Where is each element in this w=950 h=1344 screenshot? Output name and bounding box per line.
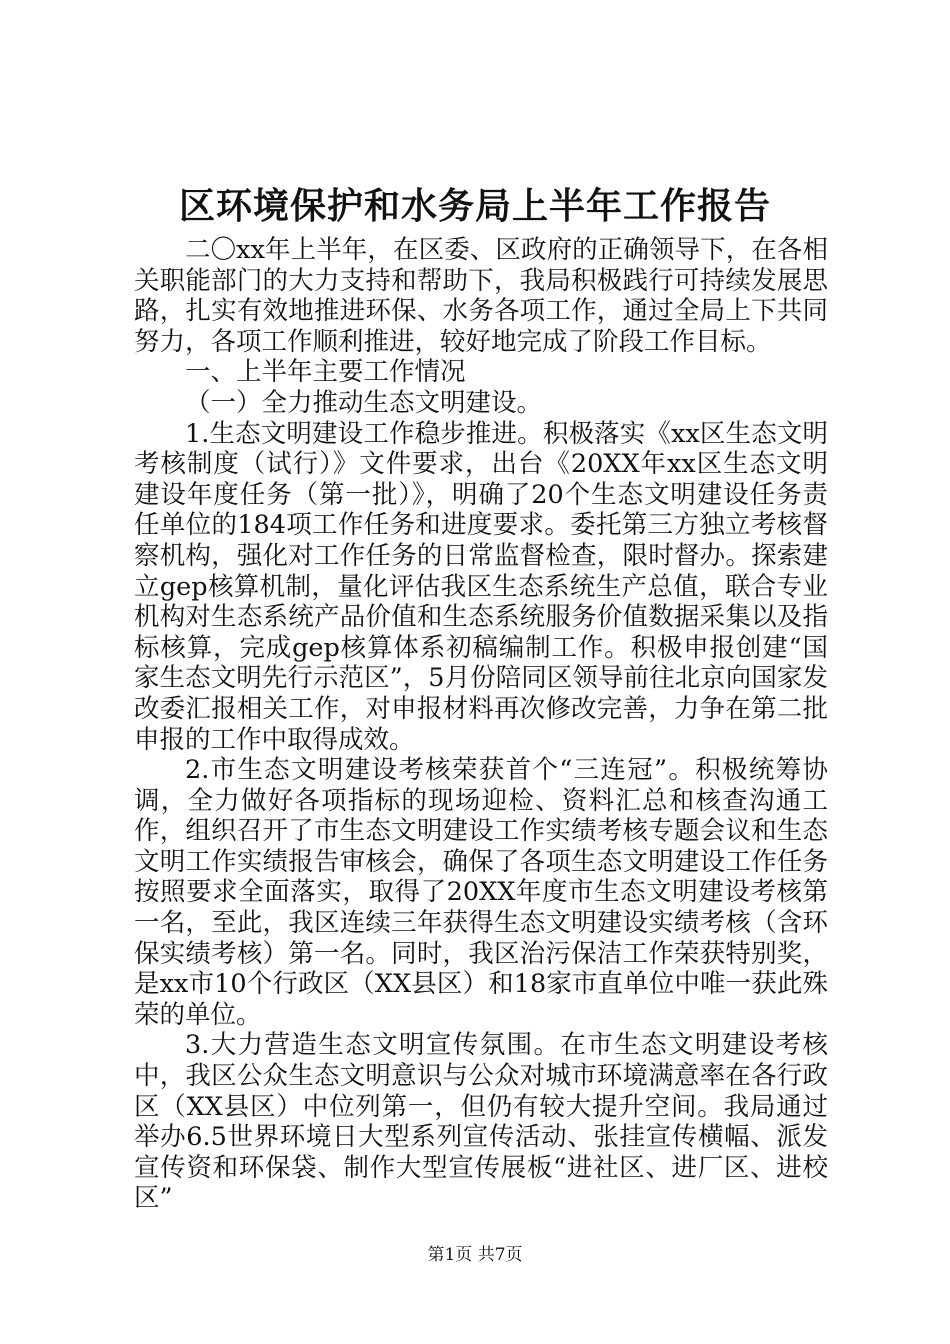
document-title: 区环境保护和水务局上半年工作报告	[178, 185, 771, 227]
paragraph-item-1: 1.生态文明建设工作稳步推进。积极落实《xx区生态文明考核制度（试行）》文件要求，出台《20XX年xx区生态文明建设年度任务（第一批）》，明确了20个生态文明建设任务责任单位的184项工作任务和进度要求。委托第三方独立考核督察机构，强化对工作任务的日常监督检查，限时督办。探索建立gep核算机制，量化评估我区生态系统生产总值，联合专业机构对生态系统产品价值和生态系统服务价值数据采集以及指标核算，完成gep核算体系初稿编制工作。积极申报创建“国家生态文明先行示范区”，5月份陪同区领导前往北京向国家发改委汇报相关工作，对申报材料再次修改完善，力争在第二批申报的工作中取得成效。	[134, 418, 828, 755]
subsection-heading: （一）全力推动生态文明建设。	[185, 387, 543, 418]
document-body	[134, 235, 828, 1214]
page-number: 第1页 共7页	[427, 1245, 523, 1265]
paragraph-intro: 二〇xx年上半年，在区委、区政府的正确领导下，在各相关职能部门的大力支持和帮助下，我局积极践行可持续发展思路，扎实有效地推进环保、水务各项工作，通过全局上下共同努力，各项工作顺利推进，较好地完成了阶段工作目标。	[134, 235, 828, 357]
paragraph-item-2: 2.市生态文明建设考核荣获首个“三连冠”。积极统筹协调，全力做好各项指标的现场迎检、资料汇总和核查沟通工作，组织召开了市生态文明建设工作实绩考核专题会议和生态文明工作实绩报告审核会，确保了各项生态文明建设工作任务按照要求全面落实，取得了20XX年度市生态文明建设考核第一名，至此，我区连续三年获得生态文明建设实绩考核（含环保实绩考核）第一名。同时，我区治污保洁工作荣获特别奖，是xx市10个行政区（XX县区）和18家市直单位中唯一获此殊荣的单位。	[134, 755, 828, 1030]
paragraph-item-3: 3.大力营造生态文明宣传氛围。在市生态文明建设考核中，我区公众生态文明意识与公众对城市环境满意率在各行政区（XX县区）中位列第一，但仍有较大提升空间。我局通过举办6.5世界环境日大型系列宣传活动、张挂宣传横幅、派发宣传资和环保袋、制作大型宣传展板“进社区、进厂区、进校区”	[134, 1030, 828, 1214]
section-heading: 一、上半年主要工作情况	[185, 357, 466, 388]
